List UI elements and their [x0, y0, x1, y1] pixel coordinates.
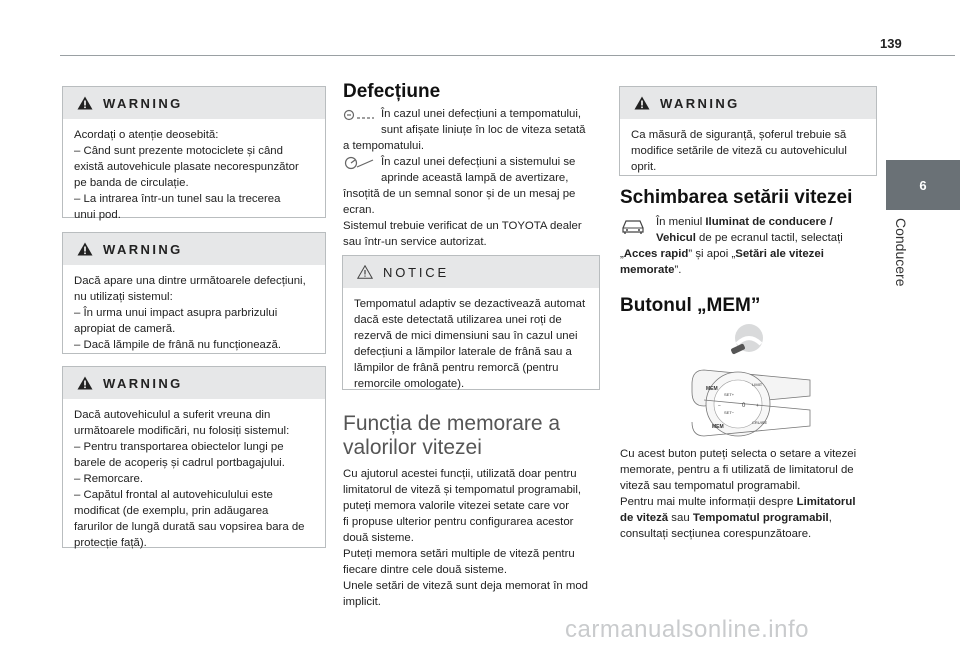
defect-title: Defecțiune [343, 81, 441, 102]
warning-header [63, 367, 325, 399]
warning-line: protecție față). [74, 537, 147, 549]
menu-path-bold: Vehicul [656, 232, 696, 244]
warning-line: pe banda de circulație. [74, 177, 189, 189]
memory-text-line: două sisteme. [343, 532, 414, 544]
cruise-fault-warning-icon [343, 156, 375, 170]
mem-text-line [620, 494, 882, 510]
defect-text-line: aprinde această lampă de avertizare, [381, 172, 569, 184]
mem-text-line [620, 510, 882, 526]
warning-line: – Când sunt prezente motociclete și când [74, 145, 283, 157]
warning-box-2 [62, 232, 326, 354]
chapter-title: Conducere [893, 218, 909, 287]
warning-line: – În urma unui impact asupra parbrizului [74, 307, 278, 319]
warning-header [63, 233, 325, 265]
text-span: ” și apoi „ [688, 248, 736, 260]
notice-line: dacă este detectată utilizarea unei roți de [354, 314, 562, 326]
memory-text-line: fiecare dintre cele două sisteme. [343, 564, 507, 576]
defect-text-line: În cazul unei defecțiuni a sistemului se [381, 156, 576, 168]
warning-label: WARNING [103, 95, 183, 111]
defect-text-line: Sistemul trebuie verificat de un TOYOTA dealer [343, 220, 582, 232]
warning-line: Ca măsură de siguranță, șoferul trebuie să [631, 129, 847, 141]
memory-text-line: Puteți memora setări multiple de viteză pentru [343, 548, 575, 560]
mem-button-title: Butonul „MEM” [620, 295, 761, 316]
memory-section [343, 412, 603, 610]
warning-label: WARNING [103, 241, 183, 257]
vehicle-menu-icon [620, 216, 646, 236]
warning-line: nu utilizați sistemul: [74, 291, 173, 303]
notice-line: defecțiuni a lămpilor laterale de frână sau a [354, 346, 572, 358]
warning-box-3 [62, 366, 326, 548]
text-span: Pentru mai multe informații despre [620, 496, 797, 508]
warning-line: oprit. [631, 161, 657, 173]
warning-label: WARNING [660, 95, 740, 111]
change-settings-section [620, 187, 882, 316]
defect-text-line: sau într-un service autorizat. [343, 236, 487, 248]
change-settings-line [620, 214, 882, 230]
chapter-number-tab[interactable]: 6 [886, 160, 960, 210]
change-settings-title: Schimbarea setării vitezei [620, 187, 853, 208]
stalk-label-minus: − [718, 403, 721, 409]
mem-text-line: consultați secțiunea corespunzătoare. [620, 528, 812, 540]
warning-line: barele de acoperiș și cadrul portbagajului. [74, 457, 285, 469]
defect-text-line: În cazul unei defecțiuni a tempomatului, [381, 108, 582, 120]
text-span: „ [620, 248, 624, 260]
stalk-label-limit: LIMIT [752, 382, 763, 387]
memory-title-line: valorilor vitezei [343, 436, 482, 459]
warning-line: Dacă apare una dintre următoarele defecțiuni, [74, 275, 306, 287]
warning-line: există autovehicule plasate necorespunzător [74, 161, 299, 173]
warning-line: Dacă autovehiculul a suferit vreuna din [74, 409, 271, 421]
defect-text-line: ecran. [343, 204, 375, 216]
warning-header [63, 87, 325, 119]
warning-line: Acordați o atenție deosebită: [74, 129, 219, 141]
page-number: 139 [880, 36, 902, 51]
defect-text-line: însoțită de un semnal sonor și de un mesaj pe [343, 188, 576, 200]
warning-triangle-icon [77, 376, 93, 390]
text-span: sau [668, 512, 693, 524]
stalk-label-mem-bottom: MEM [712, 424, 724, 430]
notice-line: lămpilor de frână pentru remorcă (pentru [354, 362, 559, 374]
memory-text-line: Unele setări de viteză sunt deja memorat în mod [343, 580, 589, 592]
defect-text-line: a tempomatului. [343, 140, 425, 152]
cross-reference-link[interactable]: de viteză [620, 512, 669, 524]
notice-box [342, 255, 600, 390]
menu-path-bold: Acces rapid [623, 248, 689, 260]
cross-reference-link[interactable]: Limitatorul [796, 496, 856, 508]
menu-path-bold: memorate [620, 264, 675, 276]
warning-line: – Capătul frontal al autovehiculului este [74, 489, 273, 501]
defect-section [343, 81, 603, 250]
stalk-label-set-minus: SET− [724, 410, 735, 415]
stalk-label-zero: 0 [742, 403, 746, 409]
memory-text-line: limitatorul de viteză și tempomatul programabil, [343, 484, 582, 496]
warning-line: – Dacă lămpile de frână nu funcționează. [74, 339, 282, 351]
warning-line: farurilor de lungă durată sau vopsirea bara de [74, 521, 305, 533]
warning-line: unui pod. [74, 209, 121, 221]
warning-line: – Pentru transportarea obiectelor lungi pe [74, 441, 284, 453]
notice-label: NOTICE [383, 264, 449, 280]
memory-text-line: implicit. [343, 596, 381, 608]
stalk-label-set-plus: SET+ [724, 392, 735, 397]
change-settings-line [620, 230, 882, 246]
text-span: În meniul [656, 216, 706, 228]
warning-box-1 [62, 86, 326, 221]
notice-line: remorcile omologate). [354, 378, 465, 390]
watermark: carmanualsonline.info [565, 616, 809, 643]
warning-header [620, 87, 876, 119]
stalk-label-mem-top: MEM [706, 386, 718, 392]
warning-line: apropiat de cameră. [74, 323, 176, 335]
notice-header [343, 256, 599, 288]
mem-text-line: viteză sau tempomatul programabil. [620, 480, 801, 492]
text-span: ”. [674, 264, 682, 276]
menu-path-bold: Iluminat de conducere / [705, 216, 833, 228]
warning-triangle-icon [634, 96, 650, 110]
change-settings-line [620, 262, 882, 278]
warning-line: – Remorcare. [74, 473, 144, 485]
memory-text-line: fi propuse ulterior pentru configurarea acestor [343, 516, 574, 528]
mem-button-text [620, 446, 882, 542]
cruise-control-stalk-diagram [690, 366, 820, 438]
mem-text-line: Cu acest buton puteți selecta o setare a vitezei [620, 448, 857, 460]
cross-reference-link[interactable]: Tempomatul programabil [692, 512, 829, 524]
notice-line: Tempomatul adaptiv se dezactivează automat [354, 298, 586, 310]
notice-triangle-icon [357, 265, 373, 279]
memory-title-line: Funcția de memorare a [343, 412, 561, 435]
mem-text-line: memorate, pentru a fi utilizată de limitatorul de [620, 464, 854, 476]
steering-wheel-icon [728, 322, 770, 358]
stalk-label-cruise: CRUISE [752, 420, 768, 425]
defect-text-line: sunt afișate liniuțe în loc de viteza setată [381, 124, 586, 136]
menu-path-bold: Setări ale vitezei [735, 248, 824, 260]
warning-line: modifice setările de viteză cu autovehiculul [631, 145, 847, 157]
warning-box-right [619, 86, 877, 176]
warning-line: – La intrarea într-un tunel sau la trecerea [74, 193, 281, 205]
warning-triangle-icon [77, 96, 93, 110]
warning-line: modificat (de exemplu, prin adăugarea [74, 505, 269, 517]
top-divider [60, 55, 955, 56]
text-span: de pe ecranul tactil, selectați [695, 232, 843, 244]
text-span: , [828, 512, 832, 524]
speed-dashes-icon [343, 109, 375, 121]
warning-label: WARNING [103, 375, 183, 391]
memory-text-line: Cu ajutorul acestei funcții, utilizată doar pentru [343, 468, 577, 480]
change-settings-line [620, 246, 882, 262]
stalk-label-plus: + [756, 403, 759, 409]
warning-line: următoarele modificări, nu folosiți sistemul: [74, 425, 290, 437]
memory-text-line: puteți memora valorile vitezei setate care vor [343, 500, 570, 512]
warning-triangle-icon [77, 242, 93, 256]
notice-line: rezervă de mici dimensiuni sau în cazul unei [354, 330, 578, 342]
